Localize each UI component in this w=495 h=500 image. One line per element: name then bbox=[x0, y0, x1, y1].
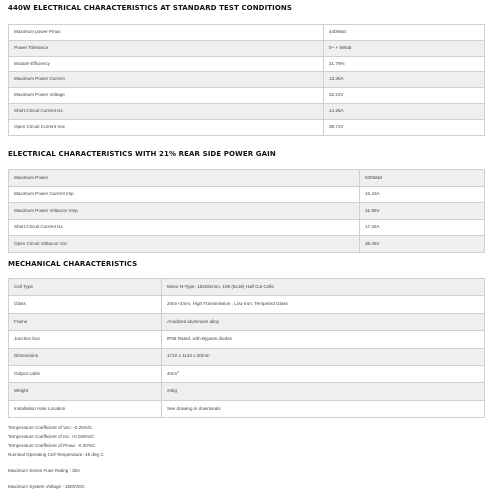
spec-label: Maximum Power Current bbox=[9, 72, 324, 88]
spec-value: See drawing in downloads bbox=[162, 400, 485, 417]
mechanical-characteristics-table bbox=[8, 278, 485, 418]
note-temp-coef-isc: Temperature Coefficient of Isc: +0.046%/C bbox=[8, 434, 95, 439]
spec-label: Power Tolerance bbox=[9, 40, 324, 56]
spec-value: 17.42A bbox=[360, 219, 485, 236]
table-row bbox=[9, 103, 485, 119]
spec-label: Maximum Power bbox=[9, 170, 360, 187]
table-row bbox=[9, 236, 485, 253]
spec-value: 16.43A bbox=[360, 186, 485, 203]
spec-value: 0~ + 5Watt bbox=[324, 40, 485, 56]
table-row bbox=[9, 348, 485, 365]
table-row bbox=[9, 72, 485, 88]
note-max-series-fuse: Maximum Series Fuse Rating : 30A bbox=[8, 468, 81, 473]
spec-value: 32.22V bbox=[324, 88, 485, 104]
rear-side-gain-table bbox=[8, 169, 485, 253]
spec-value: 31.96V bbox=[360, 203, 485, 220]
table-row bbox=[9, 56, 485, 72]
spec-value: 13.30A bbox=[324, 72, 485, 88]
electrical-characteristics-table bbox=[8, 24, 485, 136]
spec-label: Cell Type bbox=[9, 279, 162, 296]
spec-label: Maximum Power Current Imp bbox=[9, 186, 360, 203]
output-cable-value: 4mm bbox=[167, 371, 178, 377]
spec-value: 21.76% bbox=[324, 56, 485, 72]
spec-label: Glass bbox=[9, 296, 162, 313]
spec-value: 440Watt bbox=[324, 25, 485, 41]
spec-value: 14.25A bbox=[324, 103, 485, 119]
table-row bbox=[9, 296, 485, 313]
table-row bbox=[9, 203, 485, 220]
spec-value: 2mm+2mm, High Transmission , Low Iron, Tempered Glass bbox=[162, 296, 485, 313]
table-row bbox=[9, 331, 485, 348]
spec-label: Weight bbox=[9, 383, 162, 400]
spec-label: Installation Hole Location bbox=[9, 400, 162, 417]
output-cable-superscript: 2 bbox=[177, 370, 179, 375]
spec-value: 1722 x 1134 x 30mm bbox=[162, 348, 485, 365]
table-row bbox=[9, 365, 485, 382]
table-row bbox=[9, 88, 485, 104]
note-temp-coef-pmax: Temperature Coefficient of Pmax: -0.30%C bbox=[8, 443, 96, 448]
table-row bbox=[9, 219, 485, 236]
note-noct: Nominal Operating Cell Temperature: 45 deg C bbox=[8, 452, 104, 457]
spec-label: Junction box bbox=[9, 331, 162, 348]
spec-label: Output cable bbox=[9, 365, 162, 382]
table-row bbox=[9, 40, 485, 56]
table-row bbox=[9, 279, 485, 296]
spec-value bbox=[162, 365, 485, 382]
table-row bbox=[9, 313, 485, 330]
spec-label: Module Efficiency bbox=[9, 56, 324, 72]
table-row bbox=[9, 170, 485, 187]
spec-label: Short Circuit Current Isc bbox=[9, 103, 324, 119]
spec-label: Open Circuit Current Voc bbox=[9, 119, 324, 135]
spec-value: 24kg bbox=[162, 383, 485, 400]
spec-label: Dimensions bbox=[9, 348, 162, 365]
note-max-system-voltage: Maximum System Voltage : 1500VDC bbox=[8, 484, 85, 489]
note-temp-coef-voc: Temperature Coefficient of Voc: -0.25%/C bbox=[8, 425, 93, 430]
spec-value: 38.46V bbox=[360, 236, 485, 253]
rear-side-gain-title: ELECTRICAL CHARACTERISTICS WITH 21% REAR SIDE POWER GAIN bbox=[8, 150, 276, 158]
spec-value: 530Watt bbox=[360, 170, 485, 187]
spec-label: Maximum Power Voltacon Vmp bbox=[9, 203, 360, 220]
table-row bbox=[9, 119, 485, 135]
spec-label: Maximum Power Voltage bbox=[9, 88, 324, 104]
table-row bbox=[9, 383, 485, 400]
table-row bbox=[9, 186, 485, 203]
spec-value: Mono N-Type, 182x91mm, 108 (6x18) Half Cut Cells bbox=[162, 279, 485, 296]
table-row bbox=[9, 400, 485, 417]
spec-label: Open Circuit Voltacon Voc bbox=[9, 236, 360, 253]
spec-label: Frame bbox=[9, 313, 162, 330]
mechanical-characteristics-title: MECHANICAL CHARACTERISTICS bbox=[8, 260, 138, 268]
table-row bbox=[9, 25, 485, 41]
spec-label: Maximum power Pmax bbox=[9, 25, 324, 41]
electrical-characteristics-title: 440W ELECTRICAL CHARACTERISTICS AT STANDARD TEST CONDITIONS bbox=[8, 4, 293, 12]
spec-value: Anodized aluminium alloy bbox=[162, 313, 485, 330]
spec-label: Short Circuit Current Isc bbox=[9, 219, 360, 236]
spec-value: IP68 Rated, with Bypass diodes bbox=[162, 331, 485, 348]
spec-value: 38.72V bbox=[324, 119, 485, 135]
